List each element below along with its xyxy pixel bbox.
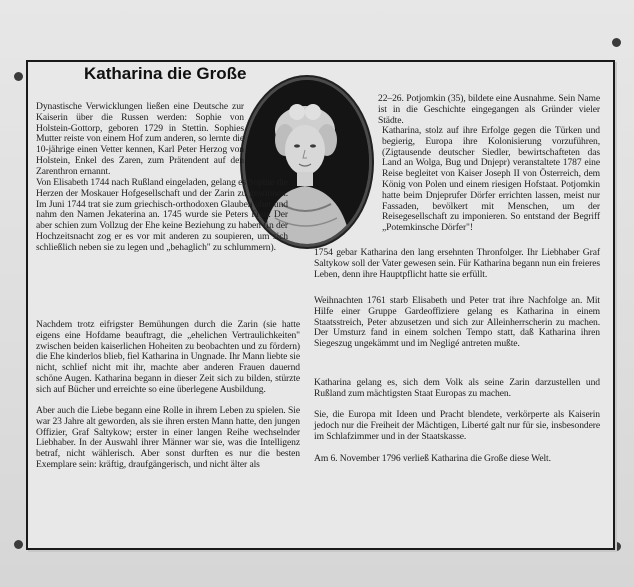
punch-hole [612,38,621,47]
article-paragraph: Katharina, stolz auf ihre Erfolge gegen die Türken und begierig, Europa ihre Kolonisierung vorzuführen, (Zigtausende deutscher Siedler, bewirtschafteten das Land an Wolga, Bug und Dnjepr) veranstaltete 1787 eine Reise begleitet von Kaiser Joseph II von Österreich, dem König von Polen und einem riesigen Hofstaat. Potjomkin hatte beim Dnjeprufer Dörfer errichten lassen, meist nur Fassaden, bevölkert mit Menschen, um der Reisegesellschaft zu imponieren. So entstand der Begriff „Potemkinsche Dörfer"! [382,125,600,234]
punch-hole [14,540,23,549]
article-paragraph: Aber auch die Liebe begann eine Rolle in ihrem Leben zu spielen. Sie war 23 Jahre alt geworden, als sie ihren ersten Mann hatte, den jungen Offizier, Graf Saltykow; erster in einer langen Reihe wechselnder Liebhaber. In der Auswahl ihrer Männer war sie, was die Intelligenz betraf, nicht wählerisch. Aber sonst durften es nur die besten Exemplare sein: kräftig, draufgängerisch, und nicht älter als [36,405,300,470]
article-paragraph: Dynastische Verwicklungen ließen eine Deutsche zur Kaiserin über die Russen werden: Sophie von Holstein-Gottorp, geboren 1729 in Stettin. Sophies Mutter reiste von einem Hof zum anderen, so lernte die 10-jährige einen Vetter kennen, Karl Peter Herzog von Holstein, Enkel des Zaren, zum Prätendent auf den Zarenthron ernannt. [36,101,244,177]
article-paragraph: 22–26. Potjomkin (35), bildete eine Ausnahme. Sein Name ist in die Geschichte eingegangen als Gründer vieler Städte. [378,93,600,126]
article-paragraph: Katharina gelang es, sich dem Volk als seine Zarin darzustellen und Rußland zum mächtigsten Staat Europas zu machen. [314,377,600,399]
article-paragraph: Sie, die Europa mit Ideen und Pracht blendete, verkörperte als Kaiserin jedoch nur die Freiheit der Mächtigen, Liberté galt nur für sie, insbesondere im Schlafzimmer und in der Staatskasse. [314,409,600,442]
article-paragraph: Weihnachten 1761 starb Elisabeth und Peter trat ihre Nachfolge an. Mit Hilfe einer Gruppe Gardeoffiziere gelang es Katharina in einem Staatsstreich, Peter abzusetzen und sich zur Alleinherrscherin zu machen. Der Umsturz fand in einem solchen Tempo statt, daß Katharina ihren Siegeszug ungekämmt und im Negligé antreten mußte. [314,295,600,350]
article-paragraph: Von Elisabeth 1744 nach Rußland eingeladen, gelang es Sophie die Herzen der Moskauer Hofgesellschaft und der Zarin zu gewinnen. Im Juni 1744 trat sie zum griechisch-orthodoxen Glauben über und nahm den Namen Jekaterina an. 1745 wurde sie Peters Frau. Der aber schien zum Vollzug der Ehe keine Beziehung zu haben (in der Hochzeitsnacht zog er es vor mit anderen zu soupieren, um sich schließlich neben sie zu legen und „behaglich" zu schlummern). [36,177,288,253]
article-paragraph: 1754 gebar Katharina den lang ersehnten Thronfolger. Ihr Liebhaber Graf Saltykow soll der Vater gewesen sein. Für Katharina begann nun ein freieres Leben, denn ihre Hauptpflicht hatte sie erfüllt. [314,247,600,280]
punch-hole [14,72,23,81]
article-paragraph: Nachdem trotz eifrigster Bemühungen durch die Zarin (sie hatte eigens eine Hofdame beauftragt, die „ehelichen Vertraulichkeiten" zwischen beiden kaiserlichen Hoheiten zu beobachten und zu fördern) die Ehe kinderlos blieb, fiel Katharina in Ungnade. Ihr Mann liebte sie nicht, schlief nicht mit ihr, machte aber anderen Frauen dauernd schöne Augen. Katharina begann in dieser Zeit sich zu bilden, stürzte sich auf Bücher und erreichte so eine überlegene Ausbildung. [36,319,300,395]
article-title: Katharina die Große [84,64,247,83]
article-paragraph: Am 6. November 1796 verließ Katharina die Große diese Welt. [314,453,551,464]
